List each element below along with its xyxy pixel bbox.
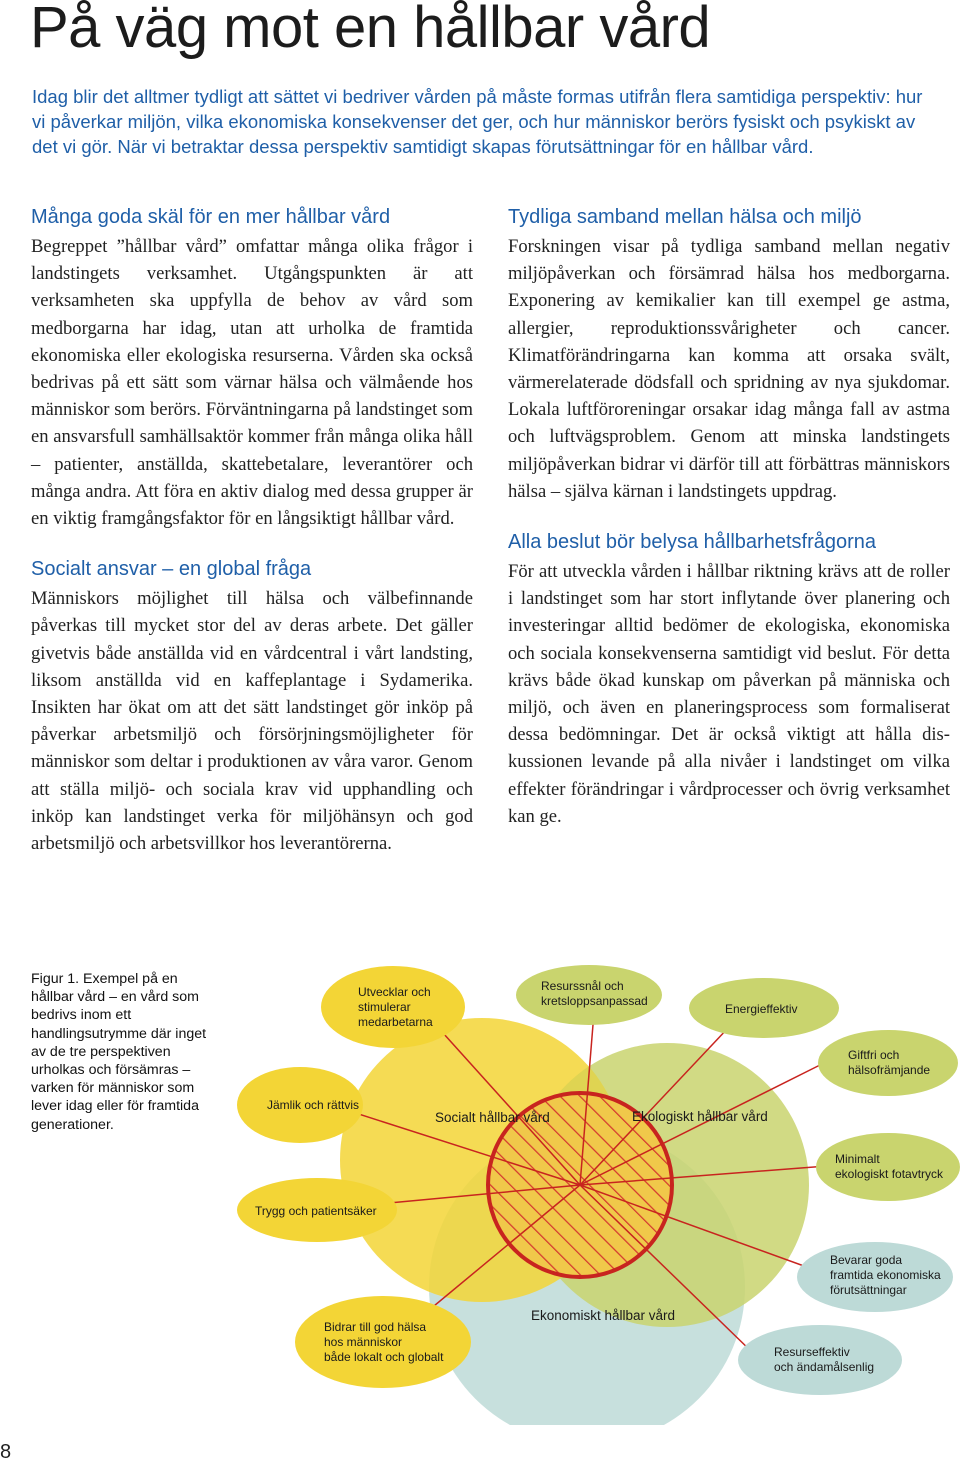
section-heading-links: Tydliga samband mellan hälsa och miljö [508,206,862,228]
eco-item-footprint-2: ekologiskt fotavtryck [835,1167,944,1181]
economic-label: Ekonomiskt hållbar vård [531,1308,676,1323]
section-heading-many-reasons: Många goda skäl för en mer hållbar vård [31,206,391,228]
eco-item-resource-1: Resurssnål och [541,979,624,993]
left-column [31,204,473,857]
section-body-many-reasons: Begreppet ”hållbar vård” omfattar många olika frågor i landstingets verksamhet. Utgångspunkten är att verksamheten ska uppfylla de behov av vård som medborgarna har idag, utan att urholka de framtida ekonomiska eller ekologiska resurserna. Vården ska också bedrivas på ett sätt som värnar hälsa och välmående hos människor som berörs. Förväntningarna på landstinget som en ansvarsfull samhällsaktör kommer från många olika håll – patienter, anställda, skattebetalare, leverantörer och många andra. Att föra en aktiv dialog med dessa grupper är en viktig framgångsfaktor för en långsiktigt hållbar vård. [31,236,473,530]
sustainability-diagram [220,955,960,1425]
ecological-label: Ekologiskt hållbar vård [632,1109,768,1124]
right-column [508,204,950,830]
figure-caption: Figur 1. Exempel på en hållbar vård – en vård som bedrivs inom ett handlingsutrymme där inget av de tre perspektiven urholkas och försämras – varken för människor som lever idag eller för framtida generationer. [31,971,207,1133]
intro-paragraph: Idag blir det alltmer tydligt att sättet vi bedriver vården på måste formas utifrån flera samtidiga perspektiv: hur vi påverkar miljön, vilka ekonomiska konsekvenser det ger, och hur människor berörs fysiskt och psykiskt av det vi gör. När vi betraktar dessa perspektiv samtidigt skapas förutsättningar för en hållbar vård. [32,86,923,157]
econ-item-efficient-1: Resurseffektiv [774,1345,850,1359]
section-heading-social: Socialt ansvar – en global fråga [31,558,312,581]
eco-item-footprint-1: Minimalt [835,1152,880,1166]
social-label: Socialt hållbar vård [435,1110,550,1125]
social-item-develops-2: stimulerar [358,1000,411,1014]
section-body-social: Människors möjlighet till hälsa och välbefinnande påverkas till mycket stor del av deras arbete. Det gäller givetvis både anställda vid en vårdcentral i vårt landsting, liksom anställda vid en kaffeplantage i Sydamerika. Insikten har ökat om att det sätt landstinget gör inköp på påverkar arbetsmiljö och försörjningsmöjligheter för människor som deltar i produktionen av våra varor. Genom att ställa miljö- och sociala krav vid upphandling och inköp kan landstinget verka för miljöhänsyn och god arbetsmiljö och arbetsvillkor hos leverantörerna. [31,588,473,855]
eco-item-energy: Energieffektiv [725,1002,798,1016]
social-item-develops-1: Utvecklar och [358,985,431,999]
page-title: På väg mot en hållbar vård [30,0,711,60]
social-item-health-1: Bidrar till god hälsa [324,1320,427,1334]
page-number: 8 [0,1441,12,1463]
social-item-health-2: hos människor [324,1335,403,1349]
section-body-decisions: För att utveckla vården i hållbar riktning krävs att de roller i landstinget som har stort inflytande över planering och investeringar alltid bedömer de ekologiska, ekonomiska och sociala konsekvenserna samtidigt vid beslut. För detta krävs både ökad kunskap om påverkan på människa och miljö, och även en planeringsprocess som formaliserat dessa bedömningar. Det är också viktigt att hålla diskussionen levande på alla nivåer i landstinget om vilka effekter förändringar i vårdprocesser och övrig verksamhet kan ge. [508,561,950,827]
econ-item-efficient-2: och ändamålsenlig [774,1360,875,1374]
social-item-health-3: både lokalt och globalt [324,1350,444,1364]
section-body-links: Forskningen visar på tydliga samband mellan negativ miljöpåverkan och försämrad hälsa hos medborgarna. Exponering av kemikalier kan till exempel ge astma, allergier, reproduktionssvårigheter och cancer. Klimatförändringarna kan komma att orsaka svält, värmerelaterade dödsfall och spridning av nya sjukdomar. Lokala luftföroreningar orsakar idag många fall av astma och luftvägsproblem. Genom att minska landstingets miljöpåverkan bidrar vi därför till att förbättras människors hälsa – själva kärnan i landstingets uppdrag. [508,236,950,502]
section-heading-decisions: Alla beslut bör belysa hållbarhetsfrågorna [508,531,876,554]
econ-item-preserve-2: framtida ekonomiska [830,1268,941,1282]
eco-item-nontoxic-2: hälsofrämjande [848,1063,931,1077]
social-item-equal: Jämlik och rättvis [267,1098,360,1112]
social-item-develops-3: medarbetarna [358,1015,433,1029]
econ-item-preserve-3: förutsättningar [830,1283,907,1297]
social-item-safe: Trygg och patientsäker [255,1204,377,1218]
eco-item-nontoxic-1: Giftfri och [848,1048,900,1062]
econ-item-preserve-1: Bevarar goda [830,1253,903,1267]
eco-item-resource-2: kretsloppsanpassad [541,994,648,1008]
